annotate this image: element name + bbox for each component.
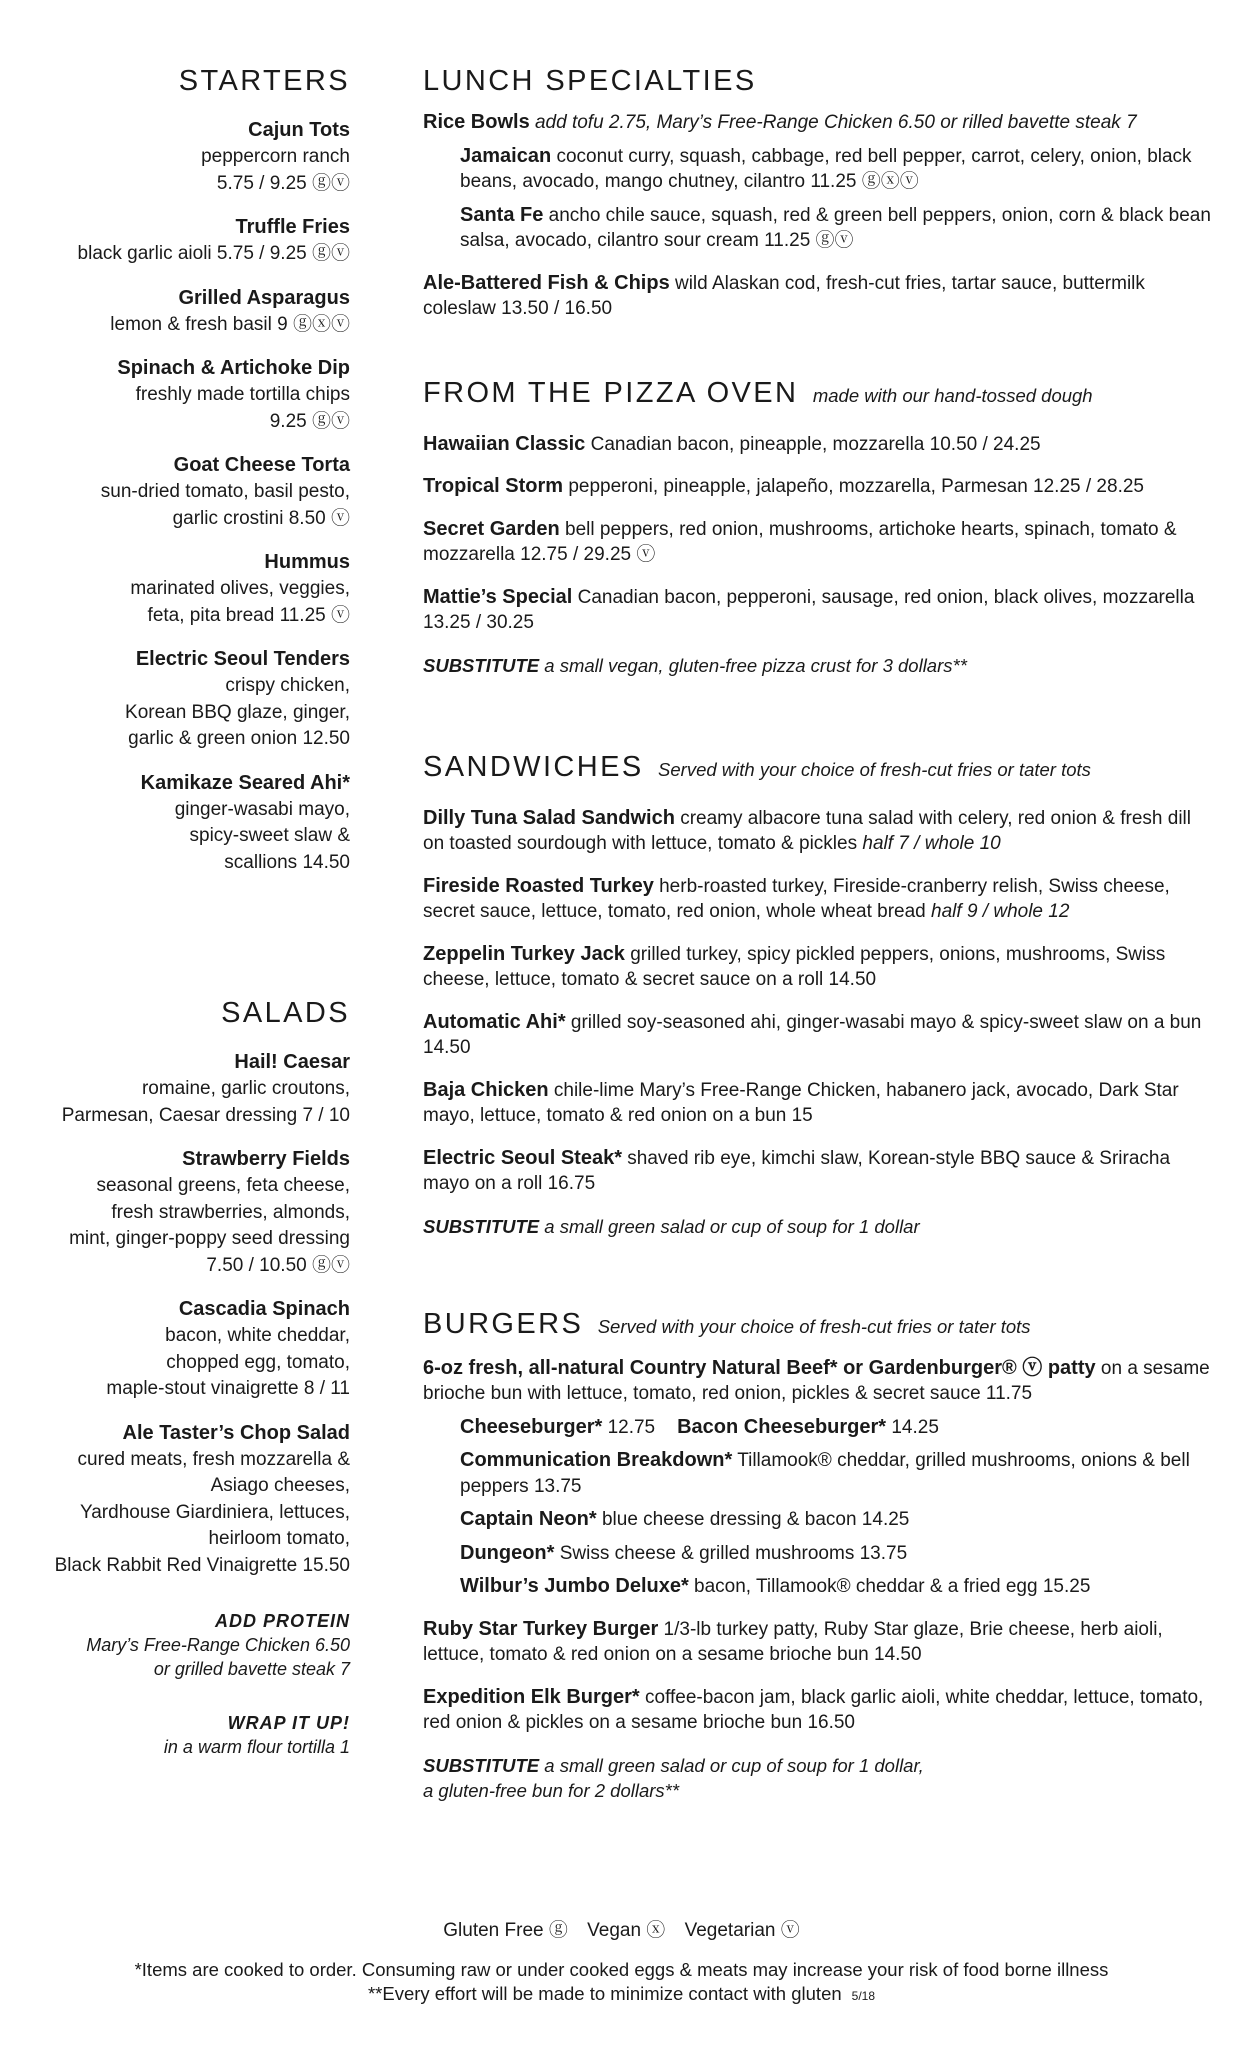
salads-title: SALADS: [221, 997, 350, 1029]
item-desc: sun-dried tomato, basil pesto,: [100, 481, 350, 502]
item-desc: seasonal greens, feta cheese,: [96, 1175, 350, 1196]
menu-item: [460, 1541, 1213, 1567]
menu-item: [423, 1146, 1213, 1197]
item-desc: Swiss cheese & grilled mushrooms 13.75: [559, 1542, 908, 1564]
substitute-keyword: SUBSTITUTE: [423, 1215, 540, 1237]
item-desc: black garlic aioli 5.75 / 9.25 ⓖⓥ: [77, 243, 350, 264]
item-desc: coconut curry, squash, cabbage, red bell pepper, carrot, celery, onion, black beans, avocado, mango chutney, cilantro 11.25 ⓖⓧⓥ: [460, 145, 1192, 192]
item-name: Tropical Storm: [423, 475, 564, 497]
item-desc: romaine, garlic croutons,: [141, 1078, 350, 1099]
footer: [0, 1918, 1243, 2008]
item-desc: coffee-bacon jam, black garlic aioli, white cheddar, lettuce, tomato, red onion & pickles on a sesame brioche bun 16.50: [423, 1686, 1204, 1733]
menu-item-cheeseburgers: [460, 1415, 1213, 1441]
item-price: half 7 / whole 10: [862, 833, 1001, 854]
item-desc: ancho chile sauce, squash, red & green bell peppers, onion, corn & black bean salsa, avocado, cilantro sour cream 11.25 ⓖⓥ: [460, 204, 1211, 251]
sandwiches-title: [423, 748, 1213, 789]
item-name: Santa Fe: [460, 203, 544, 226]
menu-item: [423, 806, 1213, 857]
dietary-legend: [0, 1918, 1243, 1944]
item-name: Mattie’s Special: [423, 585, 573, 608]
menu-item: [423, 517, 1213, 568]
burgers-title-text: BURGERS: [423, 1307, 584, 1340]
item-name: Grilled Asparagus: [178, 286, 350, 309]
item-desc: maple-stout vinaigrette 8 / 11: [106, 1378, 350, 1399]
item-name: Secret Garden: [423, 517, 560, 540]
menu-item: [423, 1617, 1213, 1668]
substitute-keyword: SUBSTITUTE: [423, 1754, 540, 1776]
disclaimer-line: *Items are cooked to order. Consuming raw or under cooked eggs & meats may increase your risk of food borne illness: [134, 1959, 1109, 1980]
legend-gluten-free: Gluten Free ⓖ: [443, 1920, 568, 1941]
salads-list: [30, 1049, 350, 1579]
item-name: Automatic Ahi*: [423, 1010, 566, 1033]
menu-item: [30, 452, 350, 532]
wrap-label: WRAP IT UP!: [227, 1713, 350, 1733]
menu-item: [30, 214, 350, 268]
item-desc: 9.25 ⓖⓥ: [269, 410, 350, 432]
item-name: Dilly Tuna Salad Sandwich: [423, 806, 675, 829]
item-desc: bacon, Tillamook® cheddar & a fried egg 15.25: [694, 1576, 1091, 1597]
add-protein-line: or grilled bavette steak 7: [153, 1659, 350, 1679]
substitute-text: a gluten-free bun for 2 dollars**: [423, 1779, 680, 1801]
item-desc: 5.75 / 9.25 ⓖⓥ: [216, 172, 350, 194]
burgers-title: [423, 1305, 1213, 1346]
item-name: Jamaican: [460, 144, 552, 167]
add-protein-label: ADD PROTEIN: [214, 1611, 350, 1631]
item-desc: wild Alaskan cod, fresh-cut fries, tartar sauce, buttermilk coleslaw 13.50 / 16.50: [423, 272, 1145, 319]
item-desc: creamy albacore tuna salad with celery, red onion & fresh dill on toasted sourdough with lettuce, tomato & pickles: [423, 807, 1191, 854]
substitute-text: a small green salad or cup of soup for 1 dollar,: [544, 1754, 924, 1776]
salads-section: [30, 994, 350, 1759]
item-desc: Canadian bacon, pepperoni, sausage, red onion, black olives, mozzarella 13.25 / 30.25: [423, 586, 1195, 633]
item-name: Captain Neon*: [460, 1508, 597, 1530]
item-name: Bacon Cheeseburger*: [677, 1415, 887, 1438]
item-name: Kamikaze Seared Ahi*: [140, 771, 350, 794]
menu-item: [423, 1685, 1213, 1736]
substitute-text: a small vegan, gluten-free pizza crust for 3 dollars**: [544, 654, 967, 676]
item-name: Goat Cheese Torta: [173, 454, 350, 476]
add-protein-line: Mary’s Free-Range Chicken 6.50: [86, 1635, 350, 1655]
item-name: Fireside Roasted Turkey: [423, 874, 654, 897]
item-name: Cascadia Spinach: [178, 1298, 350, 1320]
item-price: half 9 / whole 12: [931, 901, 1070, 922]
item-desc: grilled soy-seasoned ahi, ginger-wasabi mayo & spicy-sweet slaw on a bun 14.50: [423, 1011, 1202, 1058]
item-desc: 7.50 / 10.50 ⓖⓥ: [206, 1254, 350, 1276]
menu-item: [423, 942, 1213, 993]
menu-item: [30, 1420, 350, 1580]
legend-vegan: Vegan ⓧ: [587, 1920, 666, 1941]
menu-item: [30, 285, 350, 339]
item-name: Expedition Elk Burger*: [423, 1685, 640, 1708]
left-column: [30, 62, 350, 1759]
item-desc: shaved rib eye, kimchi slaw, Korean-style BBQ sauce & Sriracha mayo on a roll 16.75: [423, 1147, 1171, 1194]
menu-item: [30, 646, 350, 753]
menu-item-fish-chips: [423, 271, 1213, 322]
item-desc: on a sesame brioche bun with lettuce, tomato, red onion, pickles & secret sauce 11.75: [423, 1357, 1210, 1404]
item-desc: add tofu 2.75, Mary’s Free-Range Chicken 6.50 or rilled bavette steak 7: [534, 112, 1137, 133]
item-name: Zeppelin Turkey Jack: [423, 942, 625, 965]
item-name: Cheeseburger*: [460, 1415, 603, 1438]
pizza-subtitle: made with our hand-tossed dough: [812, 384, 1093, 406]
sandwiches-subtitle: Served with your choice of fresh-cut fries or tater tots: [658, 758, 1091, 780]
menu-item: [423, 1010, 1213, 1061]
burger-variants-list: [423, 1448, 1213, 1600]
wrap-it-up: [30, 1711, 350, 1759]
menu-item: [30, 770, 350, 877]
item-desc: scallions 14.50: [224, 851, 350, 873]
item-desc: cured meats, fresh mozzarella &: [77, 1448, 350, 1470]
item-name: Communication Breakdown*: [460, 1449, 733, 1471]
disclaimer-line-2: [0, 1982, 1243, 2008]
sandwich-substitute-note: [423, 1214, 1213, 1239]
menu-item: [30, 355, 350, 435]
item-desc: 1/3-lb turkey patty, Ruby Star glaze, Brie cheese, herb aioli, lettuce, tomato & red onion on a sesame brioche bun 14.50: [423, 1618, 1163, 1665]
legend-vegetarian: Vegetarian ⓥ: [684, 1920, 800, 1941]
menu-date: 5/18: [851, 1989, 876, 2003]
menu-item-jamaican: [460, 144, 1213, 195]
item-desc: Tillamook® cheddar, grilled mushrooms, onions & bell peppers 13.75: [460, 1450, 1190, 1497]
item-desc: Black Rabbit Red Vinaigrette 15.50: [54, 1554, 350, 1576]
lunch-title: LUNCH SPECIALTIES: [423, 65, 757, 97]
item-name: Ruby Star Turkey Burger: [423, 1617, 659, 1640]
item-desc: chopped egg, tomato,: [166, 1351, 350, 1373]
add-protein: [30, 1609, 350, 1681]
burger-substitute-note: [423, 1753, 1213, 1803]
item-desc: garlic & green onion 12.50: [128, 728, 350, 749]
item-desc: bacon, white cheddar,: [165, 1325, 350, 1346]
item-price: 12.75: [607, 1416, 656, 1438]
item-name: Electric Seoul Tenders: [135, 648, 350, 670]
item-desc: garlic crostini 8.50 ⓥ: [172, 507, 350, 529]
substitute-keyword: SUBSTITUTE: [423, 654, 540, 676]
item-desc: peppercorn ranch: [201, 146, 350, 167]
pizza-title: [423, 374, 1213, 415]
item-desc: Parmesan, Caesar dressing 7 / 10: [61, 1104, 350, 1126]
item-desc: heirloom tomato,: [208, 1528, 350, 1549]
menu-item: [30, 549, 350, 629]
menu-item: [423, 432, 1213, 458]
menu-item: [423, 1078, 1213, 1129]
menu-item: [423, 874, 1213, 925]
menu-item: [460, 1448, 1213, 1499]
burgers-subtitle: Served with your choice of fresh-cut fries or tater tots: [597, 1315, 1031, 1337]
item-desc: herb-roasted turkey, Fireside-cranberry relish, Swiss cheese, secret sauce, lettuce, tomato, red onion, whole wheat bread: [423, 875, 1170, 922]
item-desc: lemon & fresh basil 9 ⓖⓧⓥ: [110, 313, 350, 335]
pizza-title-text: FROM THE PIZZA OVEN: [423, 376, 799, 409]
item-name: Electric Seoul Steak*: [423, 1146, 622, 1169]
starters-list: [30, 117, 350, 876]
item-name: Ale Taster’s Chop Salad: [122, 1421, 350, 1444]
item-name: Hummus: [264, 551, 350, 573]
item-name: Cajun Tots: [248, 119, 350, 141]
item-desc: Yardhouse Giardiniera, lettuces,: [79, 1501, 350, 1523]
item-desc: chile-lime Mary’s Free-Range Chicken, habanero jack, avocado, Dark Star mayo, lettuce, tomato & red onion on a bun 15: [423, 1079, 1179, 1126]
item-name: Baja Chicken: [423, 1078, 549, 1101]
menu-item-santa-fe: [460, 203, 1213, 254]
menu-item: [460, 1574, 1213, 1600]
menu-item: [423, 585, 1213, 636]
item-desc: feta, pita bread 11.25 ⓥ: [147, 604, 350, 626]
item-name: Spinach & Artichoke Dip: [117, 357, 350, 379]
wrap-line: in a warm flour tortilla 1: [163, 1737, 350, 1757]
item-name: Hail! Caesar: [234, 1051, 350, 1073]
item-name: 6-oz fresh, all-natural Country Natural Beef* or Gardenburger® ⓥ patty: [423, 1356, 1096, 1379]
menu-item: [460, 1507, 1213, 1533]
item-desc: grilled turkey, spicy pickled peppers, onions, mushrooms, Swiss cheese, lettuce, tomato & secret sauce on a roll 14.50: [423, 943, 1166, 990]
pizza-substitute-note: [423, 653, 1213, 678]
item-desc: crispy chicken,: [225, 675, 350, 696]
starters-title: STARTERS: [178, 65, 350, 97]
substitute-text: a small green salad or cup of soup for 1 dollar: [544, 1215, 920, 1237]
menu-item: [30, 117, 350, 197]
item-desc: mint, ginger-poppy seed dressing: [69, 1228, 350, 1249]
item-price: 14.25: [891, 1416, 939, 1438]
sandwiches-list: [423, 806, 1213, 1197]
item-desc: ginger-wasabi mayo,: [174, 798, 350, 820]
item-name: Hawaiian Classic: [423, 432, 586, 455]
sandwiches-title-text: SANDWICHES: [423, 750, 644, 783]
item-name: Truffle Fries: [235, 216, 350, 238]
item-desc: Asiago cheeses,: [210, 1475, 350, 1496]
menu-item-burger-intro: [423, 1356, 1213, 1407]
item-desc: Korean BBQ glaze, ginger,: [125, 701, 350, 723]
item-desc: blue cheese dressing & bacon 14.25: [601, 1509, 910, 1530]
menu-item: [30, 1146, 350, 1279]
right-column: [423, 62, 1213, 1803]
item-desc: marinated olives, veggies,: [130, 578, 350, 599]
menu-item: [30, 1049, 350, 1129]
disclaimer-text: **Every effort will be made to minimize contact with gluten: [367, 1983, 842, 2004]
item-desc: bell peppers, red onion, mushrooms, artichoke hearts, spinach, tomato & mozzarella 12.75 / 29.25 ⓥ: [423, 518, 1177, 565]
item-name: Ale-Battered Fish & Chips: [423, 271, 670, 294]
item-desc: spicy-sweet slaw &: [189, 825, 350, 846]
item-name: Wilbur’s Jumbo Deluxe*: [460, 1575, 689, 1597]
disclaimer: [0, 1958, 1243, 2008]
menu-item: [30, 1296, 350, 1403]
item-desc: Canadian bacon, pineapple, mozzarella 10.50 / 24.25: [590, 433, 1041, 455]
burger-others-list: [423, 1617, 1213, 1736]
item-name: Strawberry Fields: [182, 1148, 350, 1170]
pizza-list: [423, 432, 1213, 636]
item-desc: freshly made tortilla chips: [135, 384, 350, 405]
item-desc: pepperoni, pineapple, jalapeño, mozzarella, Parmesan 12.25 / 28.25: [568, 476, 1144, 497]
item-name: Rice Bowls: [423, 111, 530, 133]
item-desc: fresh strawberries, almonds,: [111, 1201, 350, 1223]
menu-item: [423, 474, 1213, 500]
item-name: Dungeon*: [460, 1541, 555, 1564]
menu-item-rice-bowls: [423, 110, 1213, 136]
